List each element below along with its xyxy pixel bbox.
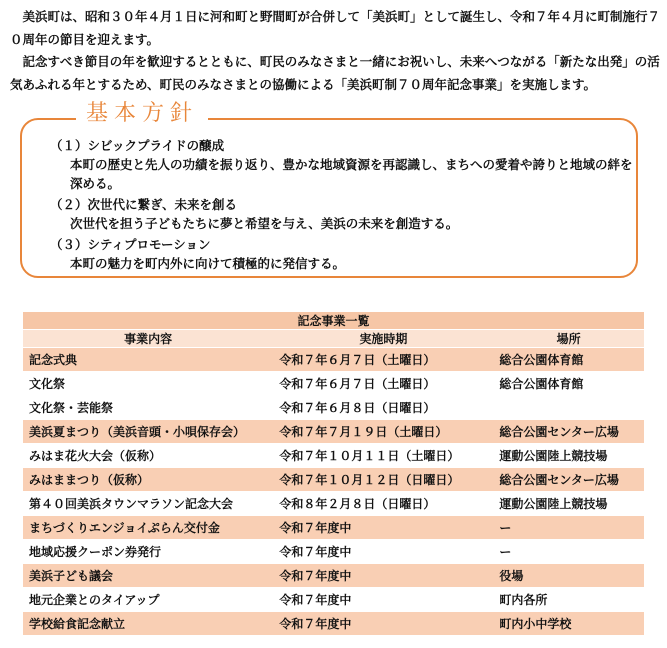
table-row	[23, 372, 644, 396]
policy-title: 基本方針	[76, 100, 208, 128]
event-name-cell: 学校給食記念献立	[23, 612, 273, 636]
event-location-cell: 町内各所	[493, 588, 644, 612]
event-location-cell: 総合公園体育館	[493, 372, 644, 396]
event-name-cell: まちづくりエンジョイぷらん交付金	[23, 516, 273, 540]
event-name-cell: 地域応援クーポン券発行	[23, 540, 273, 564]
event-location-cell: 町内小中学校	[493, 612, 644, 636]
table-row	[23, 420, 644, 444]
event-date-cell: 令和７年度中	[273, 516, 493, 540]
policy-item	[50, 136, 640, 193]
event-name-cell: 文化祭	[23, 372, 273, 396]
policy-items	[50, 136, 640, 275]
intro-paragraph-1: 美浜町は、昭和３０年４月１日に河和町と野間町が合併して「美浜町」として誕生し、令和７年４月に町制施行７０周年の節目を迎えます。	[10, 9, 661, 47]
table-row	[23, 564, 644, 588]
event-name-cell: 地元企業とのタイアップ	[23, 588, 273, 612]
event-location-cell: 運動公園陸上競技場	[493, 492, 644, 516]
event-date-cell: 令和７年１０月１１日（土曜日）	[273, 444, 493, 468]
event-name-cell: 記念式典	[23, 348, 273, 372]
table-row	[23, 612, 644, 636]
policy-item-body: 次世代を担う子どもたちに夢と希望を与え、美浜の未来を創造する。	[70, 216, 459, 231]
column-header-content: 事業内容	[23, 330, 273, 348]
event-name-cell: みはま花火大会（仮称）	[23, 444, 273, 468]
policy-item	[50, 235, 640, 273]
events-table	[23, 312, 644, 636]
event-location-cell: ー	[493, 516, 644, 540]
intro-text	[10, 6, 660, 96]
table-row	[23, 468, 644, 492]
event-date-cell: 令和７年度中	[273, 540, 493, 564]
table-row	[23, 444, 644, 468]
event-date-cell: 令和７年６月８日（日曜日）	[273, 396, 493, 420]
column-header-date: 実施時期	[273, 330, 493, 348]
event-name-cell: 美浜子ども議会	[23, 564, 273, 588]
event-location-cell: 運動公園陸上競技場	[493, 444, 644, 468]
event-date-cell: 令和７年６月７日（土曜日）	[273, 348, 493, 372]
table-row	[23, 492, 644, 516]
event-location-cell: 総合公園体育館	[493, 348, 644, 372]
policy-item-heading: （２）次世代に繋ぎ、未来を創る	[50, 197, 238, 212]
policy-item-heading: （１）シビックプライドの醸成	[50, 138, 225, 153]
event-date-cell: 令和７年度中	[273, 564, 493, 588]
event-location-cell: 総合公園センター広場	[493, 468, 644, 492]
event-name-cell: 文化祭・芸能祭	[23, 396, 273, 420]
table-row	[23, 516, 644, 540]
event-date-cell: 令和８年２月８日（日曜日）	[273, 492, 493, 516]
event-name-cell: みはままつり（仮称）	[23, 468, 273, 492]
column-header-location: 場所	[493, 330, 644, 348]
event-name-cell: 第４０回美浜タウンマラソン記念大会	[23, 492, 273, 516]
event-name-cell: 美浜夏まつり（美浜音頭・小唄保存会）	[23, 420, 273, 444]
event-date-cell: 令和７年１０月１２日（日曜日）	[273, 468, 493, 492]
event-location-cell: 総合公園センター広場	[493, 420, 644, 444]
policy-item-heading: （３）シティプロモーション	[50, 237, 211, 252]
event-location-cell	[493, 396, 644, 420]
event-date-cell: 令和７年６月７日（土曜日）	[273, 372, 493, 396]
table-row	[23, 348, 644, 372]
policy-item-body: 本町の魅力を町内外に向けて積極的に発信する。	[70, 256, 346, 271]
policy-item-body: 本町の歴史と先人の功績を振り返り、豊かな地域資源を再認識し、まちへの愛着や誇りと地域の絆を深める。	[70, 157, 633, 191]
table-row	[23, 396, 644, 420]
event-location-cell: ー	[493, 540, 644, 564]
table-row	[23, 540, 644, 564]
event-location-cell: 役場	[493, 564, 644, 588]
event-date-cell: 令和７年７月１９日（土曜日）	[273, 420, 493, 444]
table-row	[23, 588, 644, 612]
event-date-cell: 令和７年度中	[273, 588, 493, 612]
policy-item	[50, 195, 640, 233]
intro-paragraph-2: 記念すべき節目の年を歓迎するとともに、町民のみなさまと一緒にお祝いし、未来へつながる「新たな出発」の活気あふれる年とするため、町民のみなさまとの協働による「美浜町制７０周年記念事業」を実施します。	[10, 54, 660, 92]
events-table-caption: 記念事業一覧	[23, 312, 644, 330]
event-date-cell: 令和７年度中	[273, 612, 493, 636]
